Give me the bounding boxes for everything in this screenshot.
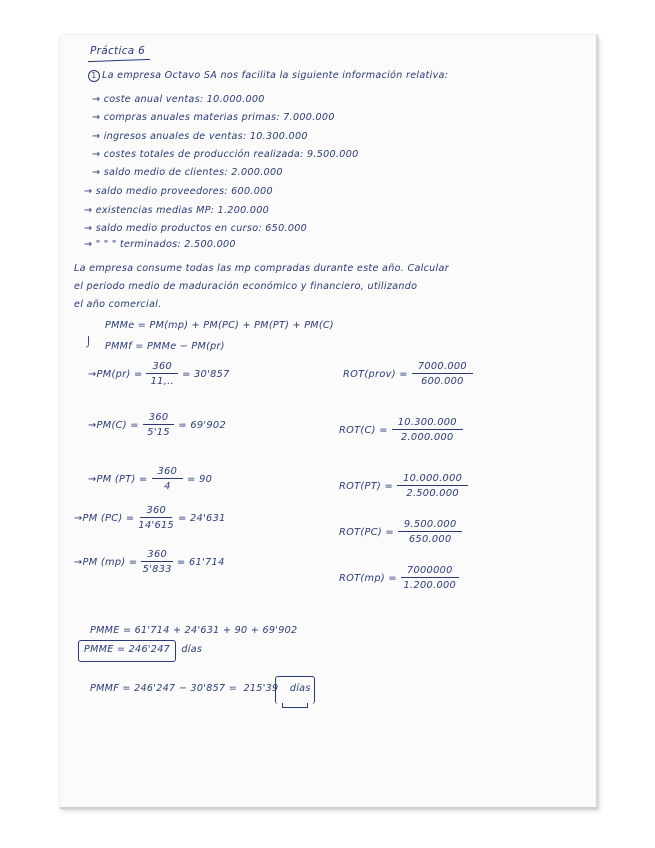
formula-pmmf: PMMf = PMMe − PM(pr): [105, 341, 225, 352]
intro-text: La empresa Octavo SA nos facilita la siguiente información relativa:: [102, 70, 449, 81]
calc-label: →PM(C) =: [88, 419, 139, 431]
calc-label: ROT(mp) =: [339, 572, 397, 584]
list-item: → coste anual ventas: 10.000.000: [92, 94, 265, 105]
calc-label: ROT(PT) =: [339, 480, 394, 492]
rot-c: [339, 417, 467, 443]
calc-denominator: 11,..: [150, 376, 174, 387]
calc-label: →PM (mp) =: [74, 556, 138, 568]
list-item: → saldo medio de clientes: 2.000.000: [92, 167, 283, 178]
list-item: → ingresos anuales de ventas: 10.300.000: [92, 131, 308, 142]
calc-label: →PM (PC) =: [74, 512, 135, 524]
list-item: → saldo medio proveedores: 600.000: [84, 186, 273, 197]
statement-line: el año comercial.: [74, 299, 162, 310]
calc-result: = 61'714: [177, 556, 225, 568]
calc-result: = 90: [187, 473, 213, 485]
calc-label: →PM (PT) =: [88, 473, 148, 485]
problem-number: 1: [88, 70, 100, 82]
statement-line: La empresa consume todas las mp compradas durante este año. Calcular: [74, 263, 449, 274]
list-item: → saldo medio productos en curso: 650.000: [84, 223, 308, 234]
problem-intro: [88, 70, 448, 82]
formula-pmme: PMMe = PM(mp) + PM(PC) + PM(PT) + PM(C): [105, 320, 334, 331]
calc-pm-pt: [88, 466, 212, 492]
notebook-page: [60, 35, 598, 809]
rot-prov: [343, 361, 477, 387]
pmmf-result-box: [275, 676, 315, 704]
calc-numerator: 360: [140, 505, 172, 518]
calc-numerator: 7000000: [401, 565, 459, 578]
calc-denominator: 2.000.000: [400, 432, 454, 443]
calc-numerator: 10.000.000: [397, 473, 468, 486]
pmmf-calc-prefix: PMMF = 246'247 − 30'857 =: [90, 683, 238, 694]
rot-pc: [339, 519, 466, 545]
calc-result: = 69'902: [178, 419, 226, 431]
calc-denominator: 5'15: [147, 427, 170, 438]
pmmf-unit: días: [289, 683, 311, 694]
page-title: Práctica 6: [90, 45, 146, 57]
title-underline: [88, 59, 150, 62]
calc-numerator: 7000.000: [412, 361, 473, 374]
list-item: → compras anuales materias primas: 7.000.000: [92, 112, 335, 123]
calc-numerator: 360: [146, 361, 178, 374]
calc-denominator: 1.200.000: [403, 580, 457, 591]
calc-denominator: 2.500.000: [406, 488, 459, 499]
calc-label: →PM(pr) =: [88, 368, 143, 380]
pmmf-result-bracket: [282, 703, 308, 708]
calc-denominator: 14'615: [138, 520, 175, 531]
calc-pm-pc: [74, 505, 226, 531]
calc-label: ROT(PC) =: [339, 526, 394, 538]
calc-numerator: 9.500.000: [398, 519, 463, 532]
calc-label: ROT(C) =: [339, 424, 388, 436]
calc-numerator: 10.300.000: [392, 417, 463, 430]
pmme-sum: PMME = 61'714 + 24'631 + 90 + 69'902: [90, 625, 298, 636]
calc-denominator: 600.000: [421, 376, 464, 387]
calc-label: ROT(prov) =: [343, 368, 408, 380]
pmmf-result: 215'39: [243, 683, 279, 694]
brace-mark: ⌡: [86, 337, 92, 348]
calc-numerator: 360: [141, 549, 173, 562]
calc-numerator: 360: [143, 412, 175, 425]
calc-pm-mp: [74, 549, 225, 575]
calc-result: = 24'631: [178, 512, 226, 524]
calc-numerator: 360: [152, 466, 184, 479]
list-item: → existencias medias MP: 1.200.000: [84, 205, 270, 216]
pmme-result: [84, 644, 202, 655]
statement-line: el periodo medio de maduración económico y financiero, utilizando: [74, 281, 418, 292]
pmme-unit: días: [181, 644, 203, 655]
calc-pm-pr: [88, 361, 230, 387]
list-item: → " " " terminados: 2.500.000: [84, 239, 236, 250]
rot-pt: [339, 473, 472, 499]
calc-pm-c: [88, 412, 226, 438]
list-item: → costes totales de producción realizada: 9.500.000: [92, 149, 359, 160]
calc-denominator: 4: [164, 481, 171, 492]
pmme-result-value: PMME = 246'247: [84, 644, 170, 655]
calc-denominator: 650.000: [408, 534, 452, 545]
calc-result: = 30'857: [182, 368, 230, 380]
calc-denominator: 5'833: [142, 564, 172, 575]
rot-mp: [339, 565, 463, 591]
